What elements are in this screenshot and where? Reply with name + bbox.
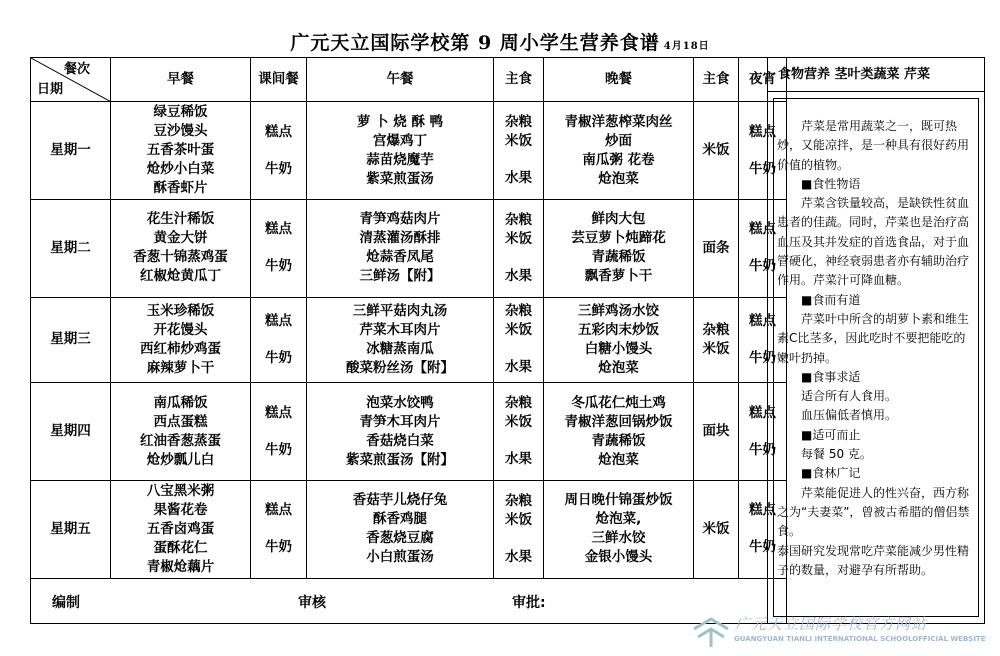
dinner-cell-item: 炝泡菜 (598, 451, 639, 468)
lunch-cell-item: 青笋鸡菇肉片 (359, 211, 441, 228)
lunch-staple-cell-item: 水果 (505, 451, 532, 468)
dinner-cell-item: 鲜肉大包 (591, 211, 646, 228)
sidebar-section-title: ■食事求适 (801, 369, 861, 384)
breakfast-cell-item: 青椒炝藕片 (146, 558, 215, 575)
lunch-cell-item: 小白煎蛋汤 (366, 549, 434, 566)
lunch-cell-item: 芹菜木耳肉片 (359, 321, 441, 338)
lunch-cell (307, 102, 494, 200)
lunch-cell-item: 泡菜水饺鸭 (366, 394, 434, 411)
lunch-cell-item: 香菇烧白菜 (366, 432, 434, 449)
lunch-staple-cell-item: 杂粮 (505, 492, 532, 509)
lunch-staple-cell-item: 米饭 (505, 230, 532, 247)
day-row (31, 480, 787, 578)
snack-cell (251, 383, 307, 481)
lunch-staple-cell-item: 杂粮 (505, 211, 532, 228)
lunch-cell-item: 紫菜煎蛋汤 (366, 170, 434, 187)
lunch-cell (307, 383, 494, 481)
dinner-cell-item: 青椒洋葱回锅炒饭 (564, 413, 673, 430)
footer-approver: 审批: (512, 595, 546, 611)
lunch-staple-cell-item: 水果 (505, 267, 532, 284)
lunch-cell-item: 清蒸灌汤酥排 (359, 230, 441, 247)
dinner-staple-cell-item: 杂粮 (702, 321, 730, 338)
snack-cell (251, 102, 307, 200)
breakfast-cell (111, 200, 251, 298)
day-name: 星期五 (31, 480, 111, 578)
title-text: 广元天立国际学校第 9 周小学生营养食谱 (290, 32, 660, 54)
lunch-cell-item: 香葱烧豆腐 (366, 530, 434, 547)
breakfast-cell (111, 383, 251, 481)
day-row (31, 297, 787, 383)
lunch-staple-cell-item: 米饭 (505, 511, 532, 528)
lunch-staple-cell-item: 米饭 (505, 133, 532, 150)
lunch-cell (307, 480, 494, 578)
dinner-cell-item: 五彩肉末炒饭 (578, 321, 659, 338)
breakfast-cell-item: 麻辣萝卜干 (146, 359, 215, 376)
header-night: 夜宵 (739, 58, 787, 102)
lunch-staple-cell-item: 水果 (505, 548, 532, 565)
breakfast-cell-item: 八宝黑米粥 (146, 482, 215, 499)
lunch-staple-cell-item: 杂粮 (505, 114, 532, 131)
dinner-staple-cell: 米饭 (694, 102, 739, 200)
dinner-cell-item: 炒面 (605, 132, 632, 149)
breakfast-cell-item: 西点蛋糕 (153, 413, 208, 430)
breakfast-cell-item: 炝炒瓢儿白 (146, 451, 215, 468)
footer-reviewer: 审核 (298, 595, 326, 611)
menu-table (30, 57, 787, 624)
dinner-cell-item: 三鲜鸡汤水饺 (578, 302, 659, 319)
dinner-cell-item: 炝泡菜, (595, 511, 642, 528)
breakfast-cell-item: 玉米珍稀饭 (146, 302, 215, 319)
watermark-cn: 广元天立国际学校官方网站 (735, 615, 928, 633)
sidebar-section-text: 泰国研究发现常吃芹菜能减少男性精子的数量，对避孕有所帮助。 (777, 543, 970, 577)
sidebar-section-text: 芹菜含铁量较高，是缺铁性贫血患者的佳蔬。同时，芹菜也是治疗高血压及其并发症的首选食品，对于血管硬化，神经衰弱患者亦有辅助治疗作用。芹菜汁可降血糖。 (777, 196, 970, 288)
lunch-staple-cell-item: 米饭 (505, 322, 532, 339)
snack-cell-item: 牛奶 (265, 441, 292, 458)
night-cell-item: 糕点 (749, 123, 776, 140)
snack-cell-item: 糕点 (265, 404, 292, 421)
lunch-cell-item: 酥香鸡腿 (373, 511, 427, 528)
dinner-cell-item: 芸豆萝卜炖蹄花 (571, 230, 666, 247)
lunch-cell-item: 酸菜粉丝汤【附】 (346, 359, 454, 376)
breakfast-cell (111, 102, 251, 200)
sidebar-section-text: 适合所有人食用。 (801, 389, 898, 404)
lunch-cell-item: 青笋木耳肉片 (359, 413, 441, 430)
breakfast-cell-item: 南瓜稀饭 (153, 394, 208, 411)
dinner-staple-cell: 面块 (694, 383, 739, 481)
lunch-cell-item: 冰糖蒸南瓜 (366, 340, 434, 357)
sidebar-section-text: 每餐 50 克。 (801, 447, 872, 462)
dinner-cell (544, 297, 694, 383)
night-cell-item: 糕点 (749, 404, 776, 421)
sidebar-section-title: ■适可而止 (801, 427, 861, 442)
dinner-cell-item: 青椒洋葱榨菜肉丝 (564, 113, 673, 130)
dinner-cell-item: 三鲜水饺 (591, 530, 646, 547)
breakfast-cell-item: 开花馒头 (153, 321, 208, 338)
breakfast-cell-item: 花生汁稀饭 (146, 211, 215, 228)
breakfast-cell (111, 480, 251, 578)
day-name: 星期一 (31, 102, 111, 200)
dinner-cell (544, 200, 694, 298)
dinner-cell (544, 102, 694, 200)
sidebar-section-text: 血压偏低者慎用。 (801, 408, 898, 423)
snack-cell-item: 糕点 (265, 221, 292, 238)
night-cell-item: 糕点 (749, 502, 776, 519)
night-cell-item: 牛奶 (749, 539, 776, 556)
snack-cell-item: 牛奶 (265, 258, 292, 275)
sidebar-section-title: ■食而有道 (801, 292, 861, 307)
day-row (31, 383, 787, 481)
breakfast-cell-item: 黄金大饼 (153, 230, 208, 247)
snack-cell (251, 200, 307, 298)
snack-cell (251, 480, 307, 578)
breakfast-cell-item: 香葱十锦蒸鸡蛋 (133, 249, 228, 266)
dinner-cell (544, 480, 694, 578)
lunch-staple-cell (494, 102, 544, 200)
breakfast-cell-item: 果酱花卷 (153, 501, 208, 518)
breakfast-cell-item: 炝炒小白菜 (146, 161, 215, 178)
night-cell-item: 糕点 (749, 221, 776, 238)
date-label: 日期 (37, 82, 64, 98)
breakfast-cell-item: 五香茶叶蛋 (146, 142, 215, 159)
header-breakfast: 早餐 (111, 58, 251, 102)
dinner-staple-cell: 米饭 (694, 480, 739, 578)
lunch-staple-cell (494, 480, 544, 578)
lunch-cell-item: 炝蒜香凤尾 (366, 249, 434, 266)
snack-cell-item: 牛奶 (265, 539, 292, 556)
sidebar-content (773, 98, 979, 617)
dinner-cell-item: 白糖小馒头 (584, 340, 653, 357)
night-cell-item: 牛奶 (749, 258, 776, 275)
dinner-staple-cell (694, 297, 739, 383)
night-cell-item: 牛奶 (749, 441, 776, 458)
breakfast-cell-item: 红椒炝黄瓜丁 (140, 268, 221, 285)
lunch-staple-cell-item: 杂粮 (505, 395, 532, 412)
sidebar-section-text: 芹菜能促进人的性兴奋，西方称之为“夫妻菜”，曾被古希腊的僧侣禁食。 (777, 485, 970, 539)
snack-cell-item: 牛奶 (265, 349, 292, 366)
dinner-cell-item: 冬瓜花仁炖土鸡 (571, 394, 666, 411)
lunch-cell-item: 三鲜平菇肉丸汤 (352, 302, 448, 319)
day-name: 星期四 (31, 383, 111, 481)
breakfast-cell-item: 豆沙馒头 (153, 123, 208, 140)
day-name: 星期三 (31, 297, 111, 383)
sidebar-section-text: 芹菜叶中所含的胡萝卜素和维生素C比茎多，因此吃时不要把能吃的嫩叶扔掉。 (777, 311, 970, 365)
lunch-staple-cell (494, 297, 544, 383)
lunch-staple-cell (494, 200, 544, 298)
dinner-staple-cell: 面条 (694, 200, 739, 298)
night-cell-item: 牛奶 (749, 160, 776, 177)
snack-cell-item: 糕点 (265, 502, 292, 519)
footer-row (31, 578, 787, 623)
nutrition-sidebar (767, 57, 985, 624)
sidebar-header: 食物营养 茎叶类蔬菜 芹菜 (768, 58, 984, 92)
header-lunch: 午餐 (307, 58, 494, 102)
header-row (31, 58, 787, 102)
breakfast-cell (111, 297, 251, 383)
header-dinner: 晚餐 (544, 58, 694, 102)
dinner-cell-item: 金银小馒头 (584, 549, 653, 566)
lunch-staple-cell-item: 杂粮 (505, 303, 532, 320)
lunch-cell-item: 香菇芋儿烧仔兔 (352, 492, 448, 509)
lunch-cell (307, 200, 494, 298)
dinner-staple-cell-item: 米饭 (702, 340, 730, 357)
lunch-staple-cell-item: 水果 (505, 170, 532, 187)
sidebar-section-title: ■食林广记 (801, 466, 861, 481)
lunch-cell-item: 蒜苗烧魔芋 (366, 151, 434, 168)
breakfast-cell-item: 五香卤鸡蛋 (146, 520, 215, 537)
lunch-staple-cell-item: 米饭 (505, 414, 532, 431)
day-name: 星期二 (31, 200, 111, 298)
dinner-cell-item: 炝泡菜 (598, 170, 639, 187)
day-row (31, 200, 787, 298)
breakfast-cell-item: 酥香虾片 (153, 180, 208, 197)
dinner-cell (544, 383, 694, 481)
snack-cell (251, 297, 307, 383)
page-title (0, 28, 1000, 55)
lunch-cell-item: 三鲜汤【附】 (359, 268, 441, 285)
footer-editor: 编制 (52, 595, 80, 611)
breakfast-cell-item: 绿豆稀饭 (153, 104, 208, 121)
lunch-cell-item: 紫菜煎蛋汤【附】 (346, 451, 454, 468)
watermark-en: GUANGYUAN TIANLI INTERNATIONAL SCHOOLOFFICIAL WEBSITE (734, 635, 986, 643)
snack-cell-item: 牛奶 (265, 160, 292, 177)
title-date: 4月18日 (663, 41, 710, 52)
breakfast-cell-item: 西红柿炒鸡蛋 (140, 340, 221, 357)
watermark (690, 613, 990, 653)
dinner-cell-item: 青蔬稀饭 (591, 432, 646, 449)
header-lunch-staple: 主食 (494, 58, 544, 102)
dinner-cell-item: 周日晚什锦蛋炒饭 (564, 492, 673, 509)
header-dinner-staple: 主食 (694, 58, 739, 102)
lunch-cell (307, 297, 494, 383)
sidebar-intro: 芹菜是常用蔬菜之一，既可热炒，又能凉拌，是一种具有很好药用价值的植物。 (777, 119, 970, 172)
day-row (31, 102, 787, 200)
dinner-cell-item: 炝泡菜 (598, 359, 639, 376)
breakfast-cell-item: 蛋酥花仁 (153, 539, 208, 556)
header-snack: 课间餐 (251, 58, 307, 102)
meal-label: 餐次 (63, 62, 90, 77)
breakfast-cell-item: 红油香葱蒸蛋 (140, 432, 221, 449)
lunch-staple-cell-item: 水果 (505, 359, 532, 376)
lunch-cell-item: 萝 卜 烧 酥 鸭 (356, 113, 444, 130)
dinner-cell-item: 南瓜粥 花卷 (582, 151, 655, 168)
dinner-cell-item: 青蔬稀饭 (591, 249, 646, 266)
dinner-cell-item: 飘香萝卜干 (584, 268, 653, 285)
snack-cell-item: 糕点 (265, 312, 292, 329)
night-cell-item: 糕点 (749, 312, 776, 329)
header-corner (31, 58, 111, 102)
sidebar-section-title: ■食性物语 (801, 176, 861, 191)
snack-cell-item: 糕点 (265, 123, 292, 140)
school-logo-icon (690, 615, 732, 649)
night-cell-item: 牛奶 (749, 349, 776, 366)
lunch-staple-cell (494, 383, 544, 481)
lunch-cell-item: 宫爆鸡丁 (373, 132, 427, 149)
